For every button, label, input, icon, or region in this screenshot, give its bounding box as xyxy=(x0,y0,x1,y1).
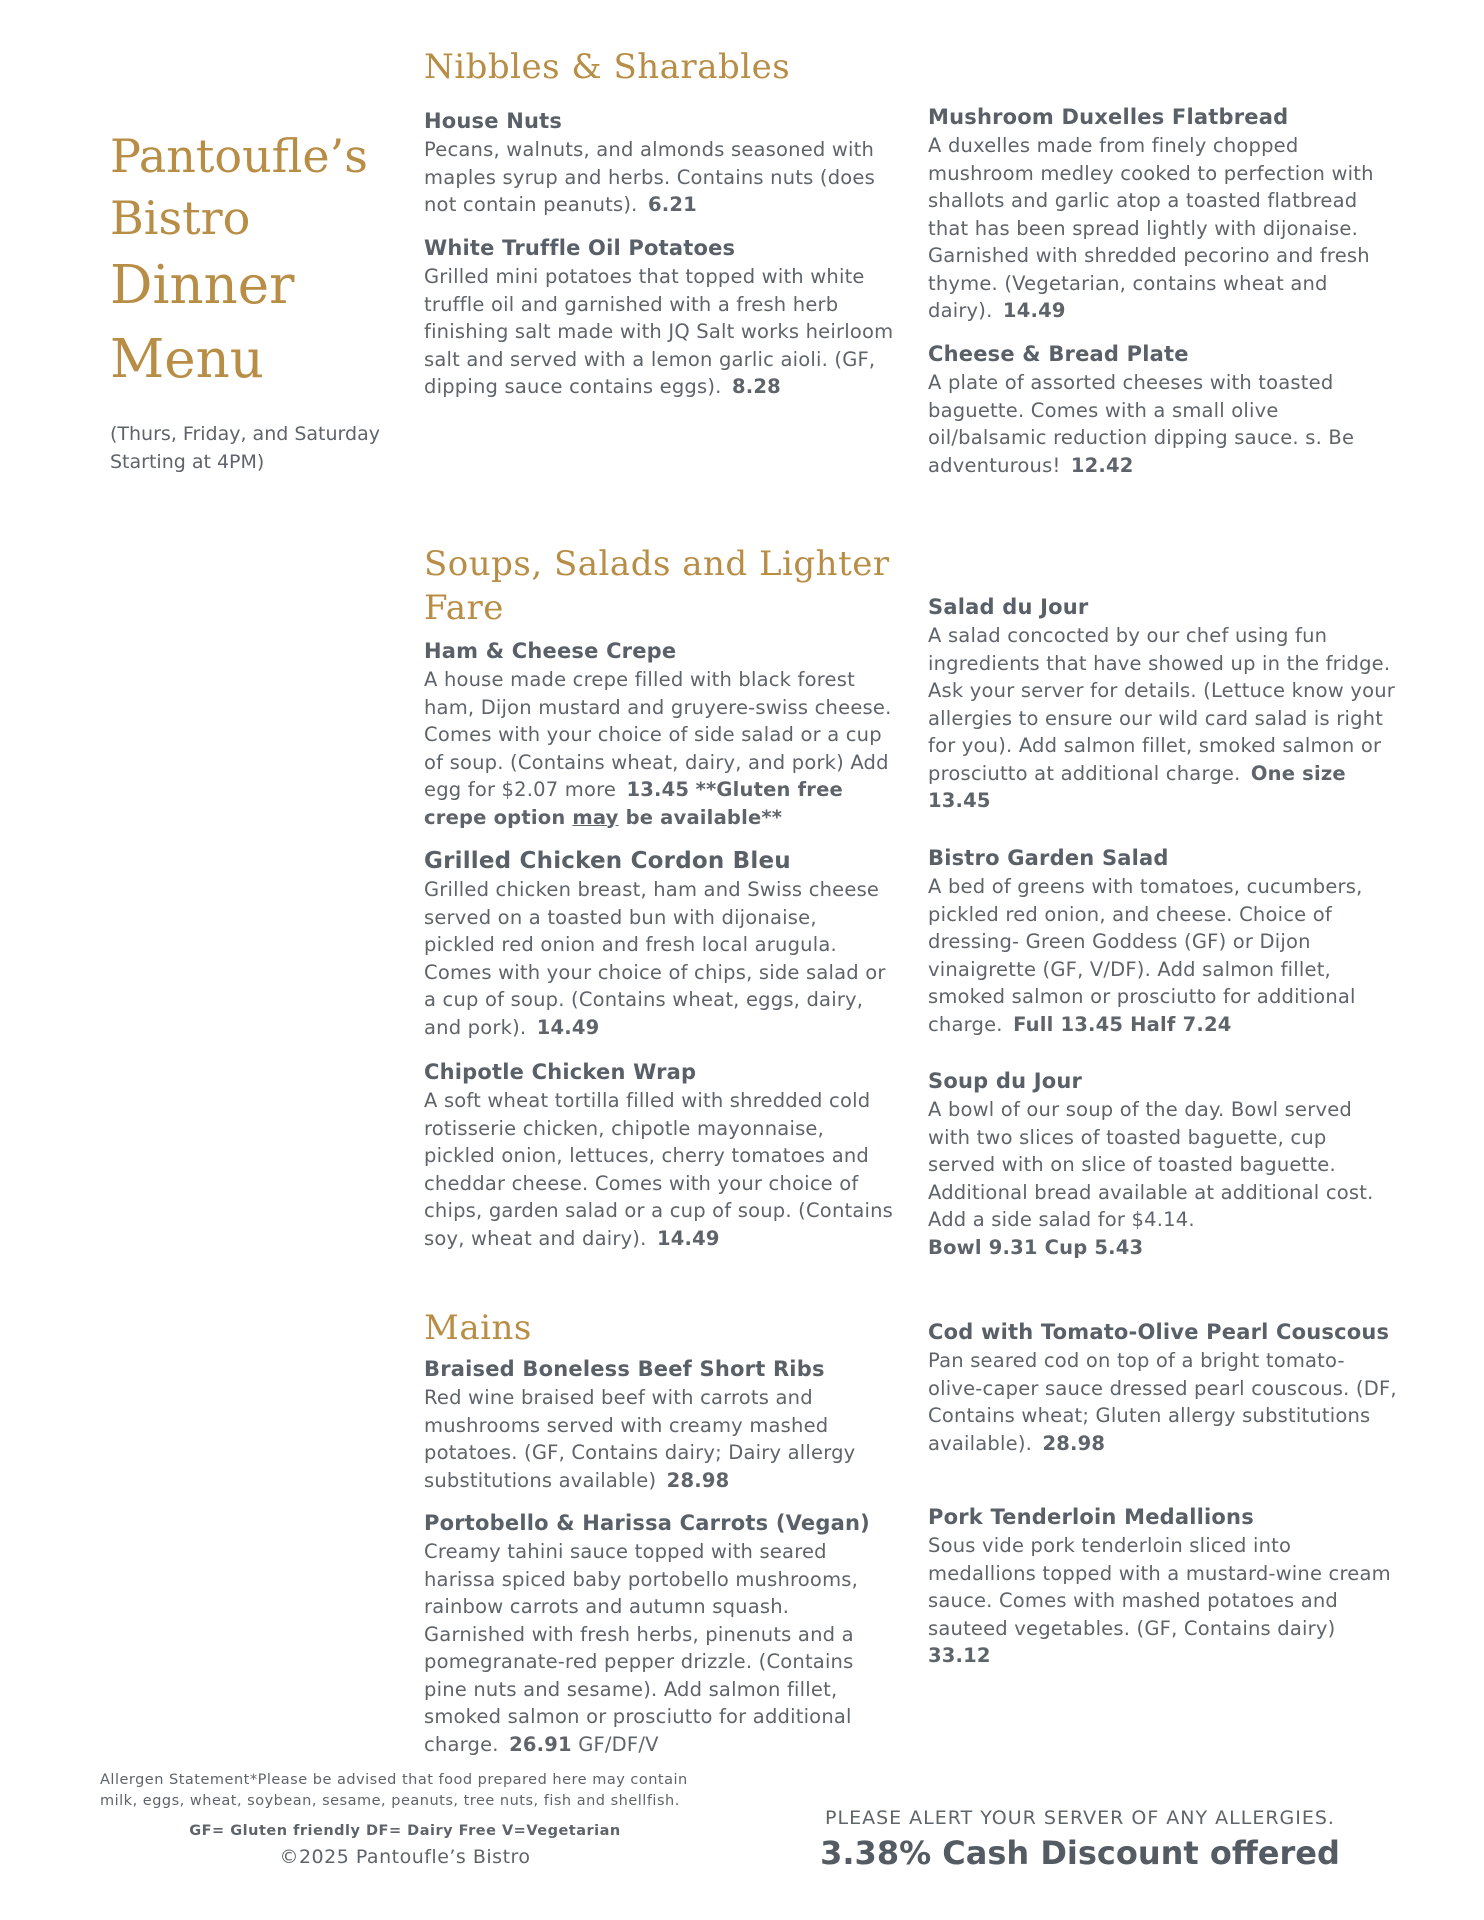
item-price: 26.91 xyxy=(509,1732,572,1756)
section-heading-mains: Mains xyxy=(424,1308,532,1348)
item-price: 13.45 xyxy=(626,778,690,801)
item-price: 14.49 xyxy=(536,1015,600,1039)
item-description: Sous vide pork tenderloin sliced into medallions topped with a mustard-wine cream sauce. Comes with mashed potatoes and sauteed vegetables. (GF, Contains dairy) xyxy=(928,1534,1391,1640)
item-price: 8.28 xyxy=(731,375,781,398)
note-end: be available** xyxy=(618,805,783,829)
item-name: Bistro Garden Salad xyxy=(928,846,1169,870)
item-description: A duxelles made from finely chopped mushroom medley cooked to perfection with shallots and garlic atop a toasted flatbread that has been spread lightly with dijonaise. Garnished with shredded pecorino and fresh thyme. (Vegetarian, contains wheat and dairy). xyxy=(928,134,1374,322)
item-price: 28.98 xyxy=(666,1468,730,1492)
item-name: House Nuts xyxy=(424,109,563,133)
note-may: may xyxy=(572,805,619,829)
item-price: 14.49 xyxy=(656,1226,720,1250)
item-name: Mushroom Duxelles Flatbread xyxy=(928,105,1289,129)
item-description: A bowl of our soup of the day. Bowl served with two slices of toasted baguette, cup served with on slice of toasted baguette. Additional bread available at additional cost. Add a side salad for $4.14. xyxy=(928,1098,1374,1231)
menu-item-garden-salad xyxy=(928,843,1398,1038)
section-heading-soups: Soups, Salads and Lighter Fare xyxy=(424,544,890,628)
item-name: Braised Boneless Beef Short Ribs xyxy=(424,1357,825,1381)
menu-item-cheese-plate xyxy=(928,339,1398,479)
title-line-2: Bistro xyxy=(110,191,251,245)
dietary-tag: GF/DF/V xyxy=(578,1732,659,1756)
item-name: Cheese & Bread Plate xyxy=(928,342,1189,366)
item-price: 6.21 xyxy=(647,193,697,216)
menu-item-soup-du-jour xyxy=(928,1066,1398,1261)
item-description: Red wine braised beef with carrots and mushrooms served with creamy mashed potatoes. (GF, Contains dairy; Dairy allergy substitutions available) xyxy=(424,1386,856,1492)
restaurant-title xyxy=(110,125,400,397)
item-name: Grilled Chicken Cordon Bleu xyxy=(424,848,791,874)
menu-item-salad-du-jour xyxy=(928,592,1398,815)
menu-item-pork-tenderloin xyxy=(928,1502,1398,1670)
item-description: A bed of greens with tomatoes, cucumbers, pickled red onion, and cheese. Choice of dressing- Green Goddess (GF) or Dijon vinaigrette (GF, V/DF). Add salmon fillet, smoked salmon or prosciutto for additional charge. xyxy=(928,875,1363,1036)
menu-item-cod xyxy=(928,1317,1398,1457)
item-price: One size 13.45 xyxy=(928,761,1346,812)
item-description: Creamy tahini sauce topped with seared harissa spiced baby portobello mushrooms, rainbow carrots and autumn squash. Garnished with fresh herbs, pinenuts and a pomegranate-red pepper drizzle. (Contains pine nuts and sesame). Add salmon fillet, smoked salmon or prosciutto for additional charge. xyxy=(424,1540,859,1756)
menu-item-mushroom-flatbread xyxy=(928,102,1398,325)
item-description: Pecans, walnuts, and almonds seasoned with maples syrup and herbs. Contains nuts (does not contain peanuts). xyxy=(424,138,875,216)
menu-item-portobello xyxy=(424,1508,894,1758)
item-name: White Truffle Oil Potatoes xyxy=(424,236,736,260)
item-name: Salad du Jour xyxy=(928,595,1089,619)
cash-discount: 3.38% Cash Discount offered xyxy=(820,1834,1340,1872)
item-description: Grilled chicken breast, ham and Swiss cheese served on a toasted bun with dijonaise, pickled red onion and fresh local arugula. Comes with your choice of chips, side salad or a cup of soup. (Contains wheat, eggs, dairy, and pork). xyxy=(424,878,886,1039)
item-price: Bowl 9.31 Cup 5.43 xyxy=(928,1235,1144,1259)
item-name: Ham & Cheese Crepe xyxy=(424,639,677,663)
service-hours: (Thurs, Friday, and Saturday Starting at 4PM) xyxy=(110,423,380,473)
title-line-1: Pantoufle’s xyxy=(110,129,368,183)
allergen-statement: Allergen Statement*Please be advised that food prepared here may contain milk, eggs, wheat, soybean, sesame, peanuts, tree nuts, fish and shellfish. xyxy=(100,1772,688,1809)
menu-item-chicken-wrap xyxy=(424,1057,894,1252)
item-name: Pork Tenderloin Medallions xyxy=(928,1505,1254,1529)
menu-item-crepe xyxy=(424,636,894,831)
item-name: Chipotle Chicken Wrap xyxy=(424,1060,697,1084)
item-description: Pan seared cod on top of a bright tomato-olive-caper sauce dressed pearl couscous. (DF, Contains wheat; Gluten allergy substitutions available). xyxy=(928,1349,1397,1455)
allergy-alert: PLEASE ALERT YOUR SERVER OF ANY ALLERGIES. xyxy=(825,1807,1335,1829)
menu-item-short-ribs xyxy=(424,1354,894,1494)
item-price: 28.98 xyxy=(1042,1431,1106,1455)
section-heading-nibbles: Nibbles & Sharables xyxy=(424,47,791,87)
item-price: 14.49 xyxy=(1002,299,1066,322)
item-price: Full 13.45 Half 7.24 xyxy=(1013,1012,1232,1036)
item-name: Portobello & Harissa Carrots (Vegan) xyxy=(424,1511,870,1535)
item-description: Grilled mini potatoes that topped with white truffle oil and garnished with a fresh herb finishing salt made with JQ Salt works heirloom salt and served with a lemon garlic aioli. (GF, dipping sauce contains eggs). xyxy=(424,265,894,398)
diet-legend: GF= Gluten friendly DF= Dairy Free V=Vegetarian xyxy=(189,1823,621,1839)
menu-item-cordon-bleu xyxy=(424,846,894,1041)
item-name: Cod with Tomato-Olive Pearl Couscous xyxy=(928,1320,1390,1344)
copyright: ©2025 Pantoufle’s Bistro xyxy=(279,1846,531,1868)
menu-item-house-nuts xyxy=(424,106,894,219)
menu-item-truffle-potatoes xyxy=(424,233,894,401)
item-description: A plate of assorted cheeses with toasted baguette. Comes with a small olive oil/balsamic reduction dipping sauce. s. Be adventurous! xyxy=(928,371,1355,477)
item-description: A house made crepe filled with black forest ham, Dijon mustard and gruyere-swiss cheese. Comes with your choice of side salad or a cup of soup. (Contains wheat, dairy, and pork) Add egg for $2.07 more xyxy=(424,668,892,801)
item-name: Soup du Jour xyxy=(928,1069,1083,1093)
note-start: **Gluten free crepe option xyxy=(424,778,843,829)
item-description: A salad concocted by our chef using fun ingredients that have showed up in the fridge. Ask your server for details. (Lettuce know your allergies to ensure our wild card salad is right for you). Add salmon fillet, smoked salmon or prosciutto at additional charge. xyxy=(928,624,1396,785)
title-line-3: Dinner xyxy=(110,255,295,316)
item-description: A soft wheat tortilla filled with shredded cold rotisserie chicken, chipotle mayonnaise, pickled onion, lettuces, cherry tomatoes and cheddar cheese. Comes with your choice of chips, garden salad or a cup of soup. (Contains soy, wheat and dairy). xyxy=(424,1089,894,1250)
item-price: 12.42 xyxy=(1070,453,1134,477)
item-price: 33.12 xyxy=(928,1644,991,1667)
title-line-4: Menu xyxy=(110,329,264,390)
